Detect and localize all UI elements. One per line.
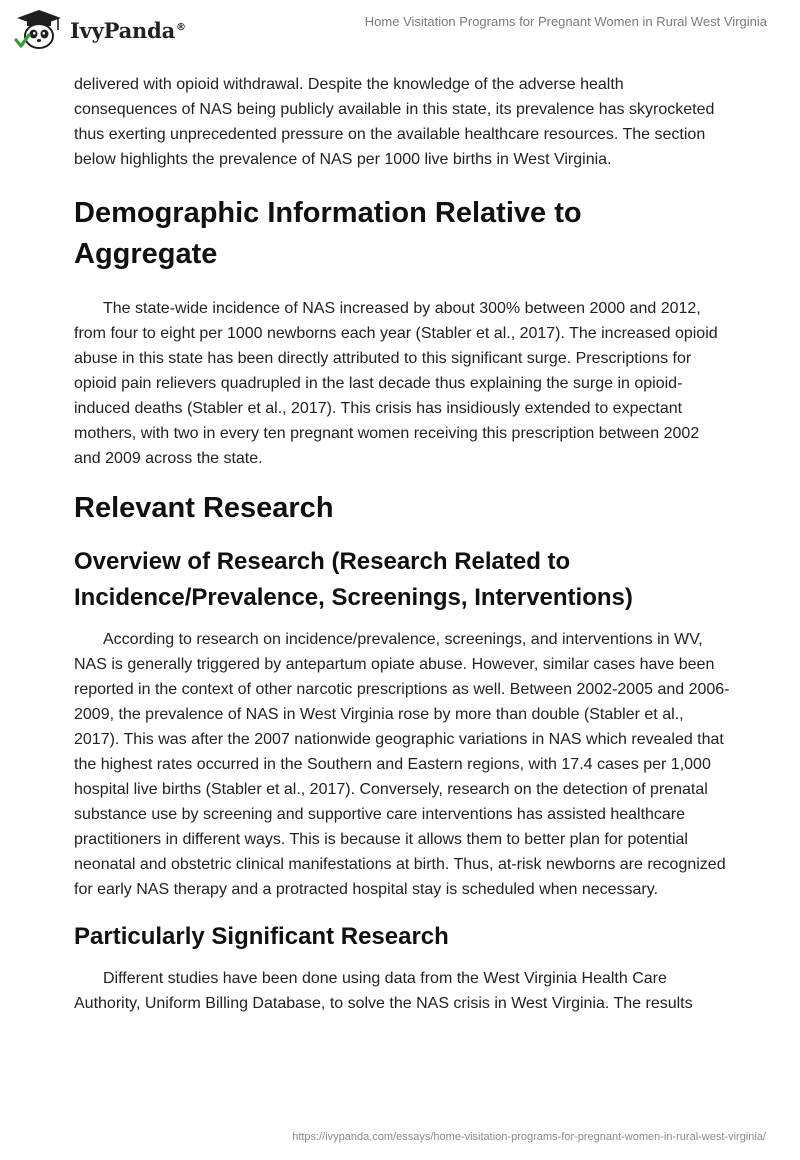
graduation-cap-panda-icon xyxy=(14,8,64,52)
page-header xyxy=(0,0,800,68)
overview-paragraph: According to research on incidence/prevalence, screenings, and interventions in WV, NAS is generally triggered by antepartum opiate abuse. However, similar cases have been reported in the context of other narcotic prescriptions as well. Between 2002-2005 and 2006-2009, the prevalence of NAS in West Virginia rose by more than double (Stabler et al., 2017). This was after the 2007 nationwide geographic variations in NAS which revealed that the highest rates occurred in the Southern and Eastern regions, with 17.4 cases per 1,000 hospital live births (Stabler et al., 2017). Conversely, research on the detection of prenatal substance use by screening and supportive care interventions has assisted healthcare practitioners in different ways. This is because it allows them to better plan for potential neonatal and obstetric clinical manifestations at birth. Thus, at-risk newborns are recognized for early NAS therapy and a protracted hospital stay is scheduled when necessary. xyxy=(74,631,730,898)
running-title: Home Visitation Programs for Pregnant Women in Rural West Virginia xyxy=(364,14,767,29)
overview-heading: Overview of Research (Research Related to Incidence/Prevalence, Screenings, Interventions) xyxy=(74,548,633,611)
registered-mark: ® xyxy=(176,21,186,33)
significant-paragraph: Different studies have been done using data from the West Virginia Health Care Authority, Uniform Billing Database, to solve the NAS crisis in West Virginia. The results xyxy=(74,970,693,1012)
demographic-heading: Demographic Information Relative to Aggregate xyxy=(74,197,582,270)
brand-logo[interactable] xyxy=(14,8,186,52)
significant-heading: Particularly Significant Research xyxy=(74,923,449,950)
essay-content xyxy=(74,72,730,1016)
intro-paragraph: delivered with opioid withdrawal. Despite the knowledge of the adverse health consequences of NAS being publicly available in this state, its prevalence has skyrocketed thus exerting unprecedented pressure on the available healthcare resources. The section below highlights the prevalence of NAS per 1000 live births in West Virginia. xyxy=(74,76,715,168)
demographic-paragraph: The state-wide incidence of NAS increased by about 300% between 2000 and 2012, from four to eight per 1000 newborns each year (Stabler et al., 2017). The increased opioid abuse in this state has been directly attributed to this significant surge. Prescriptions for opioid pain relievers quadrupled in the last decade thus explaining the surge in opioid-induced deaths (Stabler et al., 2017). This crisis has insidiously extended to expectant mothers, with two in every ten pregnant women receiving this prescription between 2002 and 2009 across the state. xyxy=(74,300,718,467)
relevant-research-heading: Relevant Research xyxy=(74,492,334,524)
source-url-link[interactable]: https://ivypanda.com/essays/home-visitation-programs-for-pregnant-women-in-rural-west-virginia/ xyxy=(292,1131,766,1143)
brand-name: IvyPanda® xyxy=(70,17,186,43)
